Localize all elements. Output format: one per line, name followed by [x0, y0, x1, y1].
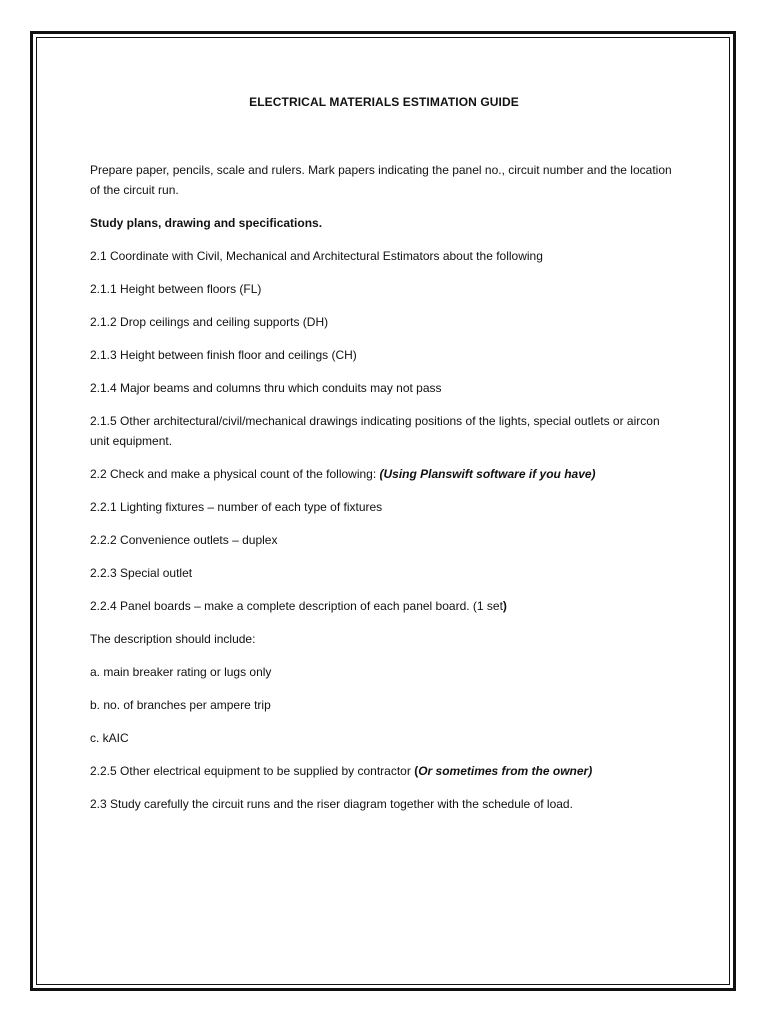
- paragraph-2-1-3: 2.1.3 Height between finish floor and ceilings (CH): [90, 348, 357, 362]
- paragraph-description: The description should include:: [90, 632, 256, 646]
- list-item-a: a. main breaker rating or lugs only: [90, 665, 272, 679]
- paragraph-prepare: Prepare paper, pencils, scale and rulers. Mark papers indicating the panel no., circuit number and the location of the circuit run.: [90, 163, 672, 197]
- paragraph-2-2-5-paren: (: [414, 764, 419, 778]
- paragraph-2-2-5: [90, 761, 680, 781]
- paragraph-2-2-5-emphasis: Or sometimes from the owner): [418, 764, 593, 778]
- paragraph-study-plans: Study plans, drawing and specifications.: [90, 216, 323, 230]
- paragraph-2-2-text: 2.2 Check and make a physical count of the following:: [90, 467, 380, 481]
- document-title: ELECTRICAL MATERIALS ESTIMATION GUIDE: [249, 95, 519, 109]
- paragraph-2-2-4: [90, 596, 680, 616]
- list-item-c: c. kAIC: [90, 731, 129, 745]
- paragraph-2-3: 2.3 Study carefully the circuit runs and the riser diagram together with the schedule of load.: [90, 797, 573, 811]
- list-item-b: b. no. of branches per ampere trip: [90, 698, 271, 712]
- paragraph-2-2-3: 2.2.3 Special outlet: [90, 566, 193, 580]
- paragraph-2-2-2: 2.2.2 Convenience outlets – duplex: [90, 533, 278, 547]
- paragraph-2-1: 2.1 Coordinate with Civil, Mechanical and Architectural Estimators about the following: [90, 249, 543, 263]
- paragraph-2-1-2: 2.1.2 Drop ceilings and ceiling supports (DH): [90, 315, 329, 329]
- paragraph-2-1-4: 2.1.4 Major beams and columns thru which conduits may not pass: [90, 381, 442, 395]
- paragraph-2-2-5-text: 2.2.5 Other electrical equipment to be supplied by contractor: [90, 764, 415, 778]
- paragraph-2-1-5: 2.1.5 Other architectural/civil/mechanical drawings indicating positions of the lights, special outlets or aircon unit equipment.: [90, 414, 660, 448]
- paragraph-2-2: [90, 464, 680, 484]
- paragraph-2-2-4-text: 2.2.4 Panel boards – make a complete description of each panel board. (1 set: [90, 599, 503, 613]
- paragraph-2-2-4-close: ): [502, 599, 507, 613]
- paragraph-2-2-1: 2.2.1 Lighting fixtures – number of each type of fixtures: [90, 500, 383, 514]
- paragraph-2-1-1: 2.1.1 Height between floors (FL): [90, 282, 262, 296]
- paragraph-2-2-emphasis: (Using Planswift software if you have): [379, 467, 596, 481]
